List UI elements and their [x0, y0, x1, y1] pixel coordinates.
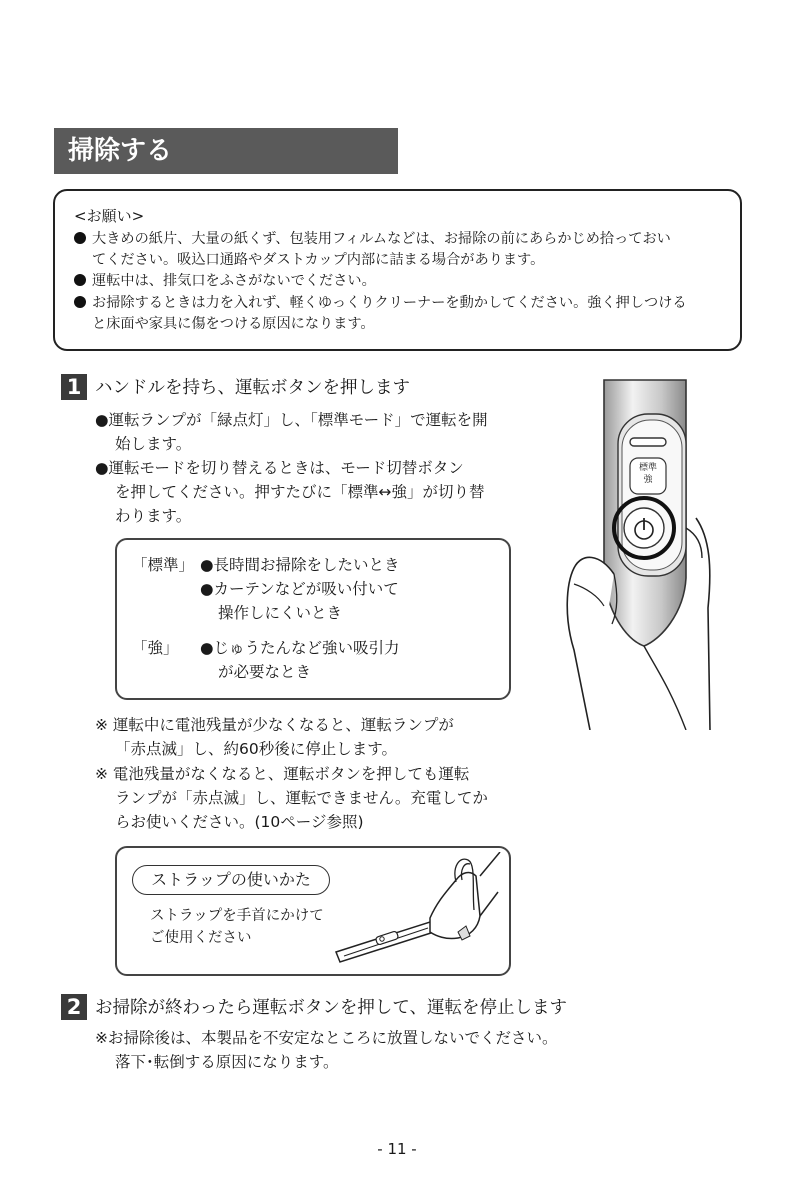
notice-line: 運転中は、排気口をふさがないでください。 [74, 271, 376, 291]
handle-illustration [560, 378, 772, 730]
step2-line: ※お掃除後は、本製品を不安定なところに放置しないでください。 [95, 1029, 558, 1047]
mode-name-strong: 「強」 [132, 639, 179, 657]
bullet-icon [74, 232, 86, 244]
mode-desc: が必要なとき [218, 663, 312, 681]
step1-line: 始します。 [115, 435, 192, 453]
note-line: ※ 運転中に電池残量が少なくなると、運転ランプが [95, 716, 454, 734]
step-title: ハンドルを持ち、運転ボタンを押します [95, 378, 410, 398]
mode-name-standard: 「標準」 [132, 556, 195, 574]
notice-heading: <お願い> [74, 207, 145, 225]
notice-line: てください。吸込口通路やダストカップ内部に詰まる場合があります。 [92, 252, 545, 268]
step1-line: ●運転ランプが「緑点灯」し、「標準モード」で運転を開 [95, 411, 488, 429]
note-line: 「赤点滅」し、約60秒後に停止します。 [115, 740, 397, 758]
bullet-icon [74, 296, 86, 308]
strap-line: ストラップを手首にかけて [150, 908, 324, 924]
note-line: ランプが「赤点滅」し、運転できません。充電してか [115, 789, 488, 807]
step-title: お掃除が終わったら運転ボタンを押して、運転を停止します [95, 998, 567, 1018]
note-line: ※ 電池残量がなくなると、運転ボタンを押しても運転 [95, 765, 470, 783]
strap-label: ストラップの使いかた [132, 865, 330, 895]
notice-line: と床面や家具に傷をつける原因になります。 [92, 316, 375, 332]
notice-line: お掃除するときは力を入れず、軽くゆっくりクリーナーを動かしてください。強く押しつける [74, 293, 687, 313]
page-number: - 11 - [377, 1140, 417, 1158]
mode-desc: 操作しにくいとき [218, 604, 343, 622]
step1-line: ●運転モードを切り替えるときは、モード切替ボタン [95, 459, 464, 477]
step-number: 1 [61, 374, 87, 400]
bullet-icon [74, 274, 86, 286]
note-line: らお使いください。(10ページ参照) [115, 813, 364, 831]
section-title: 掃除する [54, 128, 398, 174]
step1-line: わります。 [115, 507, 192, 525]
mode-desc: ●じゅうたんなど強い吸引力 [200, 639, 400, 657]
mode-desc: ●カーテンなどが吸い付いて [200, 580, 399, 598]
mode-desc: ●長時間お掃除をしたいとき [200, 556, 400, 574]
notice-line: 大きめの紙片、大量の紙くず、包装用フィルムなどは、お掃除の前にあらかじめ拾っておい [74, 229, 671, 249]
strap-line: ご使用ください [150, 930, 252, 946]
mode-button-label: 標準 強 [638, 463, 657, 485]
strap-illustration [330, 852, 506, 970]
step2-line: 落下･転倒する原因になります。 [115, 1053, 339, 1071]
step1-line: を押してください。押すたびに「標準↔強」が切り替 [115, 483, 485, 501]
step-number: 2 [61, 994, 87, 1020]
